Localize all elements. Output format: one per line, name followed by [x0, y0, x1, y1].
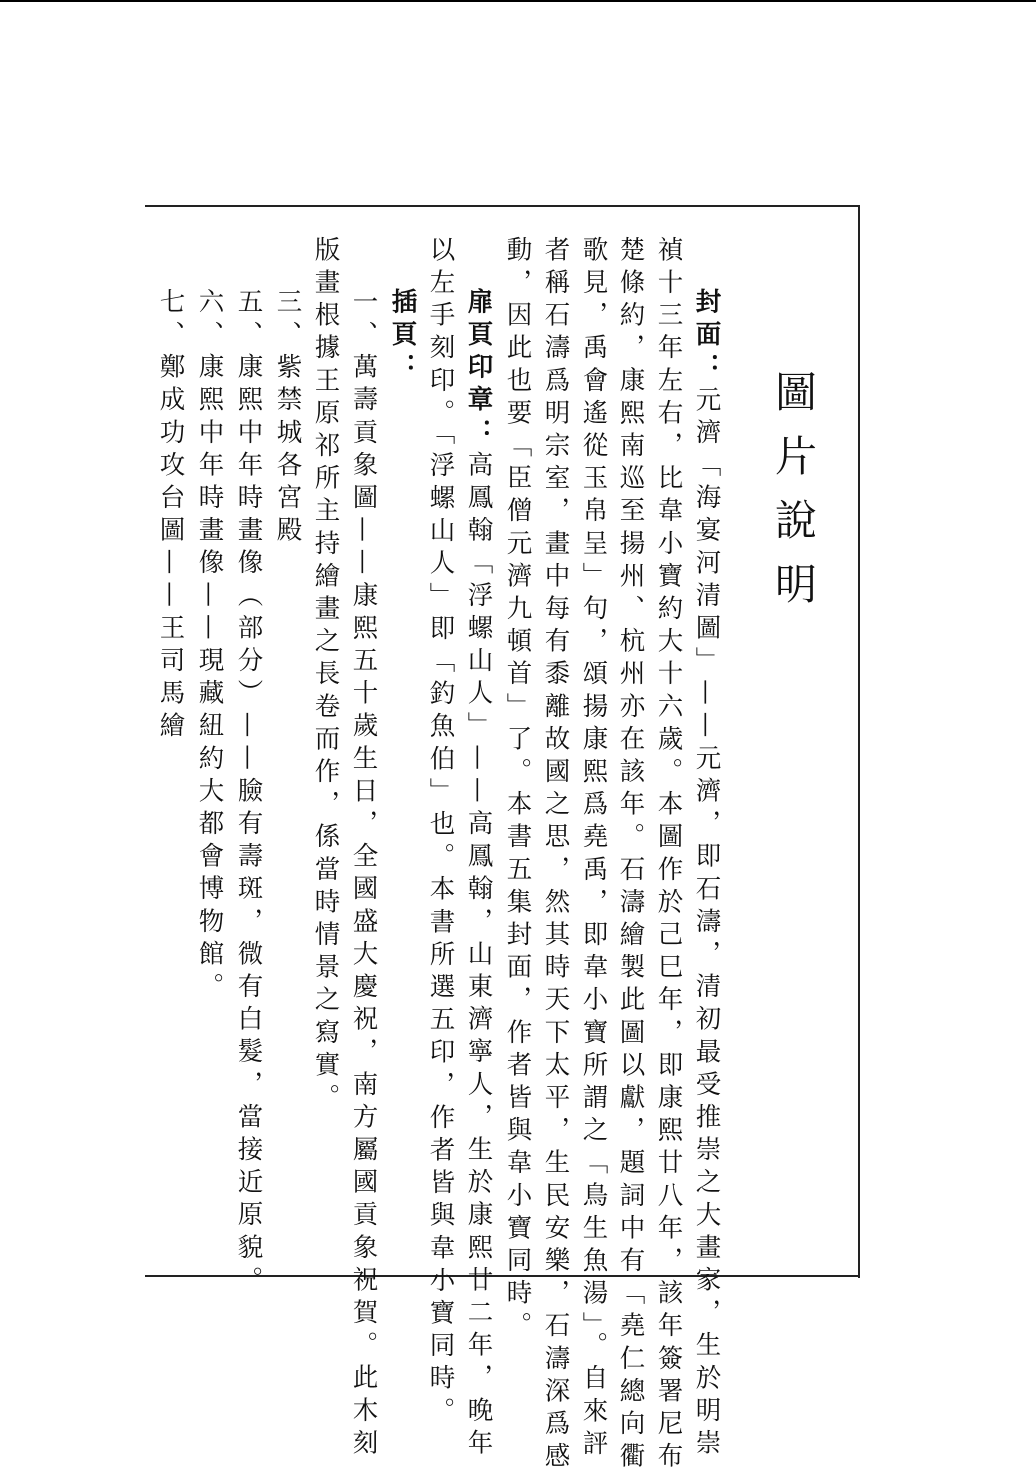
cover-heading: 封面：: [691, 288, 722, 386]
plate-item-6: 六、康熙中年時畫像——現藏紐約大都會博物館。: [194, 288, 225, 1006]
top-rule: [0, 0, 1036, 2]
cover-column-2: 禎十三年左右，比韋小寶約大十六歲。本圖作於己巳年，即康熙廿八年，該年簽署尼布: [653, 236, 684, 1475]
seals-heading: 扉頁印章：: [463, 288, 494, 451]
seals-column-2: 以左手刻印。「浮螺山人」即「釣魚伯」也。本書所選五印，作者皆與韋小寶同時。: [425, 236, 456, 1430]
frame-right-border: [858, 205, 860, 1278]
plate-item-1-continued: 版畫根據王原祁所主持繪畫之長卷而作，係當時情景之寫實。: [310, 236, 341, 1117]
cover-column-4: 歌見，禹會遙從玉帛呈」句，頌揚康熙爲堯禹，即韋小寶所謂之「鳥生魚湯」。自來評: [578, 236, 609, 1463]
plate-item-5: 五、康熙中年時畫像（部分）——臉有壽斑，微有白髮，當接近原貌。: [233, 288, 264, 1299]
plate-item-3: 三、紫禁城各宮殿: [272, 288, 303, 549]
cover-text-1: 元濟「海宴河清圖」——元濟，即石濤，清初最受推崇之大畫家，生於明崇: [691, 385, 722, 1462]
cover-column-3: 楚條約，康熙南巡至揚州、杭州亦在該年。石濤繪製此圖以獻，題詞中有「堯仁總向衢: [615, 236, 646, 1475]
cover-column-1: [691, 288, 722, 1462]
cover-column-6: 動，因此也要「臣僧元濟九頓首」了。本書五集封面，作者皆與韋小寶同時。: [502, 236, 533, 1345]
page-title: 圖片說明: [769, 370, 818, 626]
frame-top-border: [145, 205, 860, 207]
cover-column-5: 者稱石濤爲明宗室，畫中每有黍離故國之思，然其時天下太平，生民安樂，石濤深爲感: [540, 236, 571, 1475]
seals-text-1: 高鳳翰「浮螺山人」——高鳳翰，山東濟寧人，生於康熙廿二年，晚年: [463, 451, 494, 1462]
plates-heading: 插頁：: [387, 288, 418, 386]
plate-item-7: 七、鄭成功攻台圖——王司馬繪: [155, 288, 186, 745]
plate-item-1: 一、萬壽貢象圖——康熙五十歲生日，全國盛大慶祝，南方屬國貢象祝賀。此木刻: [348, 288, 379, 1462]
seals-column-1: [463, 288, 494, 1462]
